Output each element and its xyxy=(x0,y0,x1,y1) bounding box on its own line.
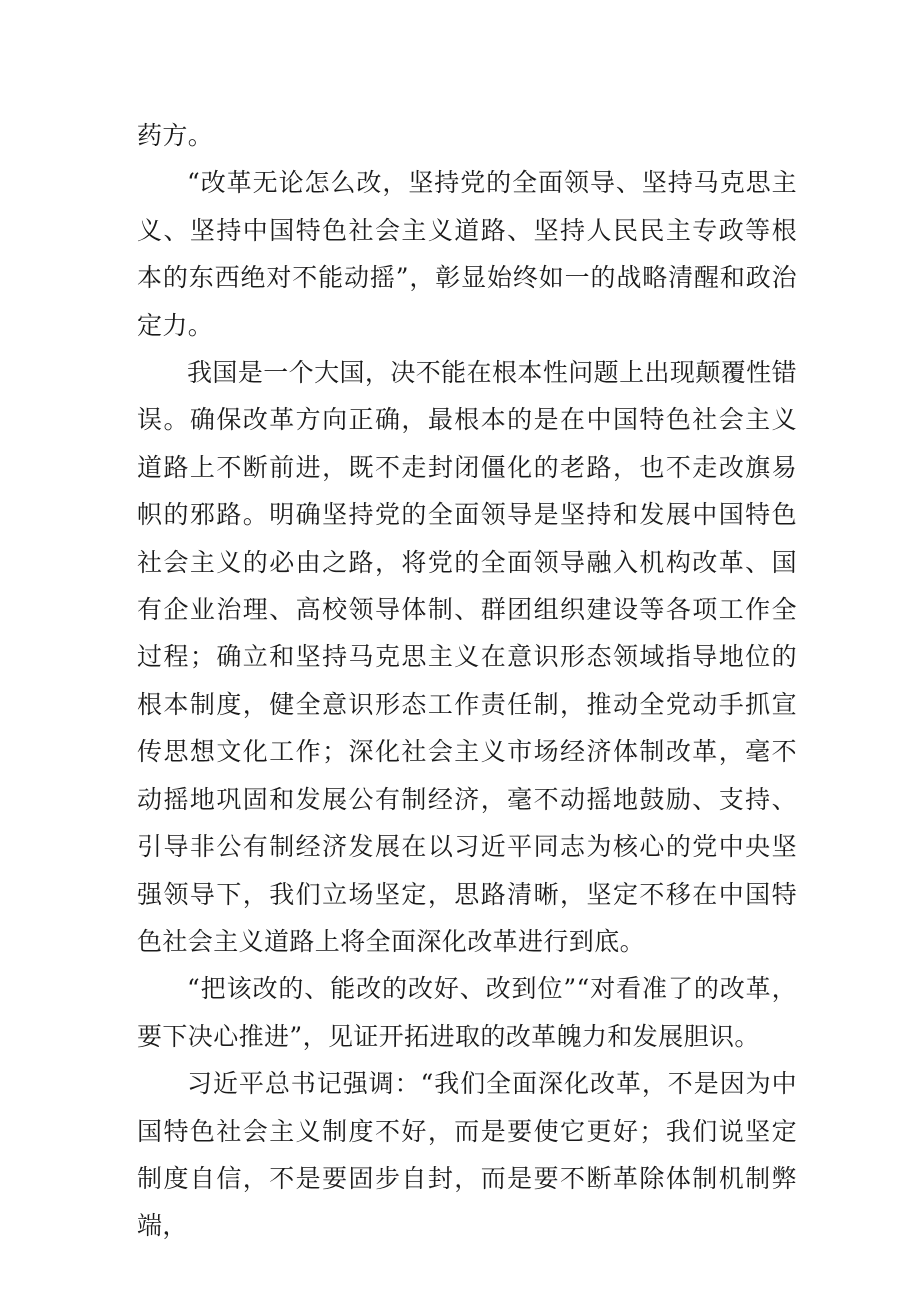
paragraph-2: “改革无论怎么改，坚持党的全面领导、坚持马克思主义、坚持中国特色社会主义道路、坚持人民民主专政等根本的东西绝对不能动摇”，彰显始终如一的战略清醒和政治定力。 xyxy=(137,168,797,340)
paragraph-4: “把该改的、能改的改好、改到位”“对看准了的改革，要下决心推进”，见证开拓进取的改革魄力和发展胆识。 xyxy=(137,974,797,1051)
paragraph-3: 我国是一个大国，决不能在根本性问题上出现颠覆性错误。确保改革方向正确，最根本的是在中国特色社会主义道路上不断前进，既不走封闭僵化的老路，也不走改旗易帜的邪路。明确坚持党的全面领导是坚持和发展中国特色社会主义的必由之路，将党的全面领导融入机构改革、国有企业治理、高校领导体制、群团组织建设等各项工作全过程；确立和坚持马克思主义在意识形态领域指导地位的根本制度，健全意识形态工作责任制，推动全党动手抓宣传思想文化工作；深化社会主义市场经济体制改革，毫不动摇地巩固和发展公有制经济，毫不动摇地鼓励、支持、引导非公有制经济发展在以习近平同志为核心的党中央坚强领导下，我们立场坚定，思路清晰，坚定不移在中国特色社会主义道路上将全面深化改革进行到底。 xyxy=(137,358,797,956)
paragraph-1: 药方。 xyxy=(137,121,214,150)
paragraph-5: 习近平总书记强调：“我们全面深化改革，不是因为中国特色社会主义制度不好，而是要使它更好；我们说坚定制度自信，不是要固步自封，而是要不断革除体制机制弊端， xyxy=(137,1069,797,1241)
document-body xyxy=(137,112,797,1250)
